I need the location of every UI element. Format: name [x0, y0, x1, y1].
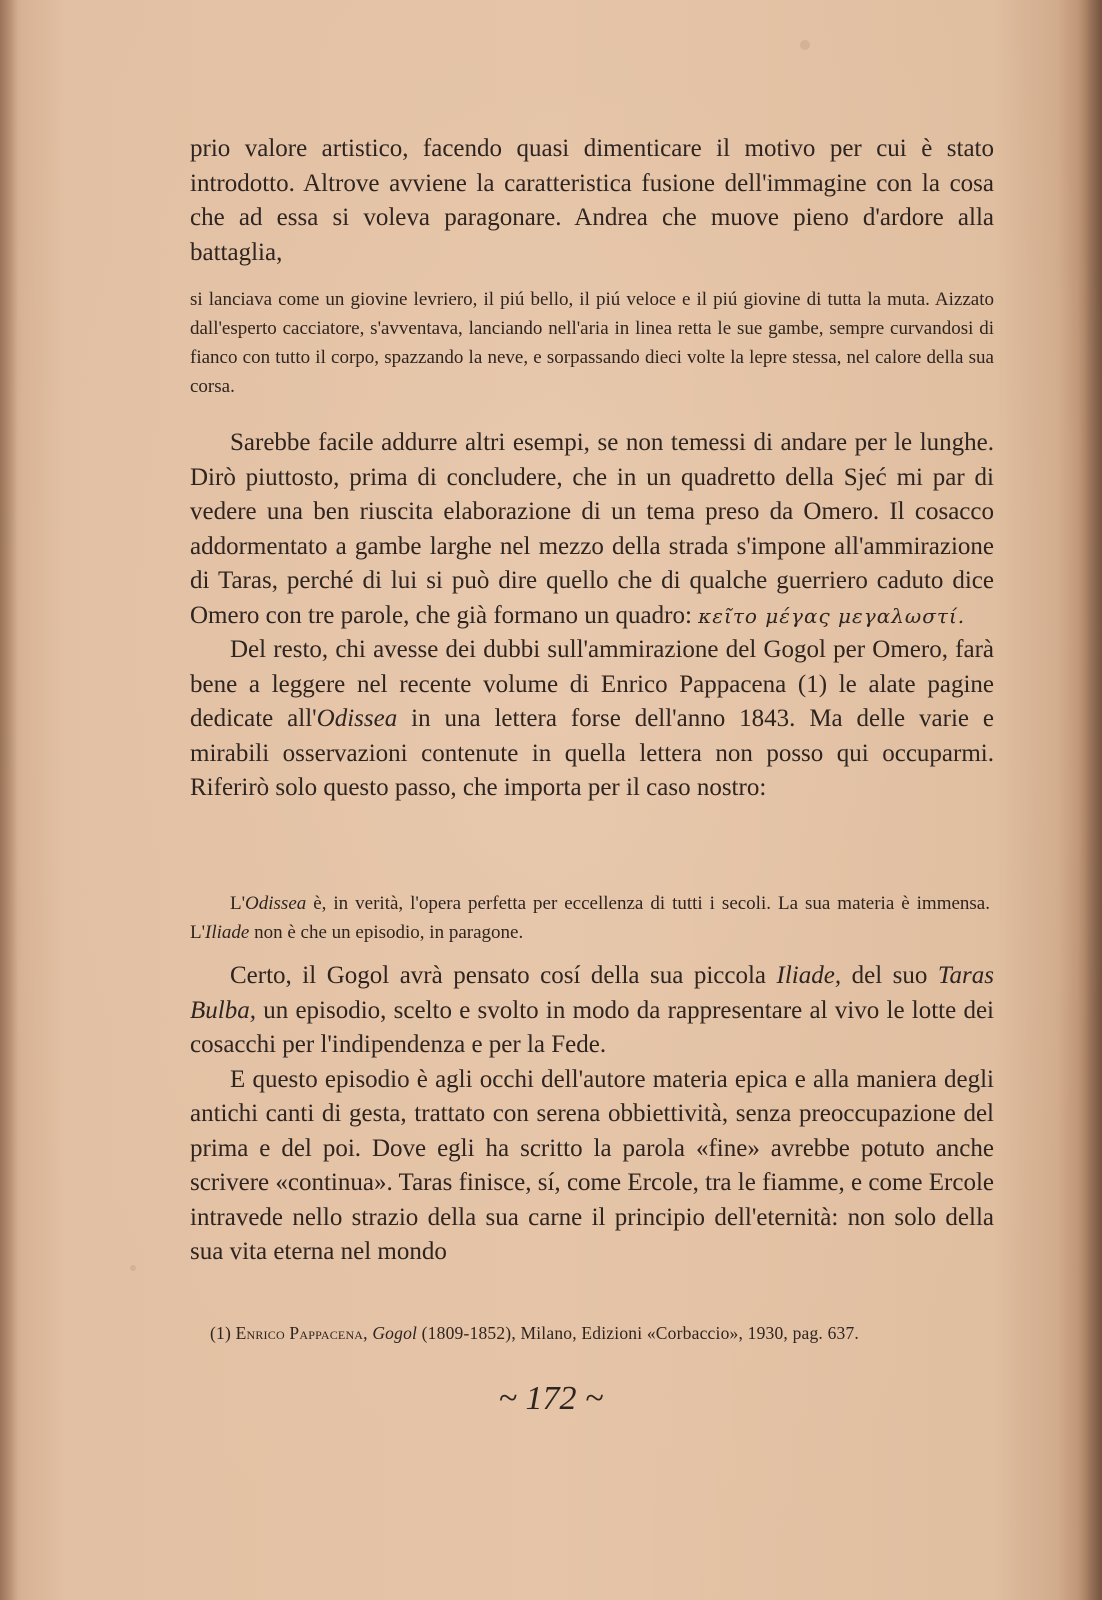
- paragraph-text: del suo: [841, 962, 938, 989]
- quote-text: [190, 889, 990, 947]
- paragraph-2-3: [190, 426, 994, 806]
- paragraph-text: prio valore artistico, facendo quasi dimenticare il motivo per cui è stato introdotto. Altrove avviene la caratteristica fusione dell'immagine con la cosa che ad essa si voleva paragonare. Andrea che muove pieno d'ardore alla battaglia,: [190, 135, 994, 266]
- footnote-marker: (1): [210, 1323, 236, 1343]
- paragraph-1: [190, 132, 994, 270]
- footnote-title: Gogol: [367, 1323, 418, 1343]
- italic-title: Iliade,: [776, 962, 842, 989]
- paper-stain: [130, 1265, 136, 1271]
- paragraph-4-5: [190, 959, 994, 1270]
- footnote: [210, 1323, 990, 1344]
- page-edge: [1078, 0, 1102, 1600]
- quote-block-2: [190, 889, 990, 947]
- spine-shadow: [0, 0, 18, 1600]
- paragraph-text: [190, 959, 994, 1063]
- footnote-author: Enrico Pappacena,: [235, 1323, 368, 1343]
- quote-text: non è che un episodio, in paragone.: [249, 922, 524, 943]
- paragraph-text: un episodio, scelto e svolto in modo da rappresentare al vivo le lotte dei cosacchi per l'indipendenza e per la Fede.: [190, 996, 994, 1058]
- italic-title: Taras Bulba,: [190, 962, 994, 1024]
- paper-stain: [800, 40, 810, 50]
- italic-title: Odissea: [316, 705, 398, 732]
- page-number: ~ 172 ~: [498, 1380, 604, 1417]
- italic-title: Odissea: [245, 893, 307, 914]
- quote-text: L': [230, 893, 246, 914]
- paragraph-text: E questo episodio è agli occhi dell'autore materia epica e alla maniera degli antichi canti di gesta, trattato con serena obbiettività, senza preoccupazione del prima e del poi. Dove egli ha scritto la parola «fine» avrebbe potuto anche scrivere «continua». Taras finisce, sí, come Ercole, tra le fiamme, e come Ercole intravede nello strazio della sua carne il principio dell'eternità: non solo della sua vita eterna nel mondo: [190, 1065, 994, 1265]
- quote-block-1: [190, 285, 994, 401]
- paragraph-text: Del resto, chi avesse dei dubbi sull'ammirazione del Gogol per Omero, farà bene a leggere nel recente volume di Enrico Pappacena (1) le alate pagine dedicate all': [190, 636, 994, 732]
- paragraph-text: [190, 426, 994, 633]
- paragraph-text: Certo, il Gogol avrà pensato cosí della sua piccola: [230, 962, 777, 989]
- footnote-text: (1809-1852), Milano, Edizioni «Corbaccio», 1930, pag. 637.: [417, 1323, 860, 1343]
- quote-text: si lanciava come un giovine levriero, il piú bello, il piú veloce e il piú giovine di tutta la muta. Aizzato dall'esperto cacciatore, s'avventava, lanciando nell'aria in linea retta le sue gambe, sempre curvandosi di fianco con tutto il corpo, spazzando la neve, e sorpassando dieci volte la lepre stessa, nel calore della sua corsa.: [190, 289, 994, 397]
- paragraph-text: Sarebbe facile addurre altri esempi, se non temessi di andare per le lunghe. Dirò piuttosto, prima di concludere, che in un quadretto della Sjeć mi par di vedere una ben riuscita elaborazione di un tema preso da Omero. Il cosacco addormentato a gambe larghe nel mezzo della strada s'impone all'ammirazione di Taras, perché di lui si può dire quello che di qualche guerriero caduto dice Omero con tre parole, che già formano un quadro:: [190, 429, 994, 629]
- paragraph-text: in una lettera forse dell'anno 1843. Ma delle varie e mirabili osservazioni contenute in quella lettera non posso qui occuparmi. Riferirò solo questo passo, che importa per il caso nostro:: [190, 705, 994, 801]
- paragraph-text: [190, 633, 994, 806]
- italic-title: Iliade: [205, 922, 250, 943]
- greek-phrase: κεῖτο μέγας μεγαλωστί.: [698, 603, 966, 628]
- quote-text: è, in verità, l'opera perfetta per eccellenza di tutti i secoli. La sua materia è immensa. L': [190, 893, 990, 943]
